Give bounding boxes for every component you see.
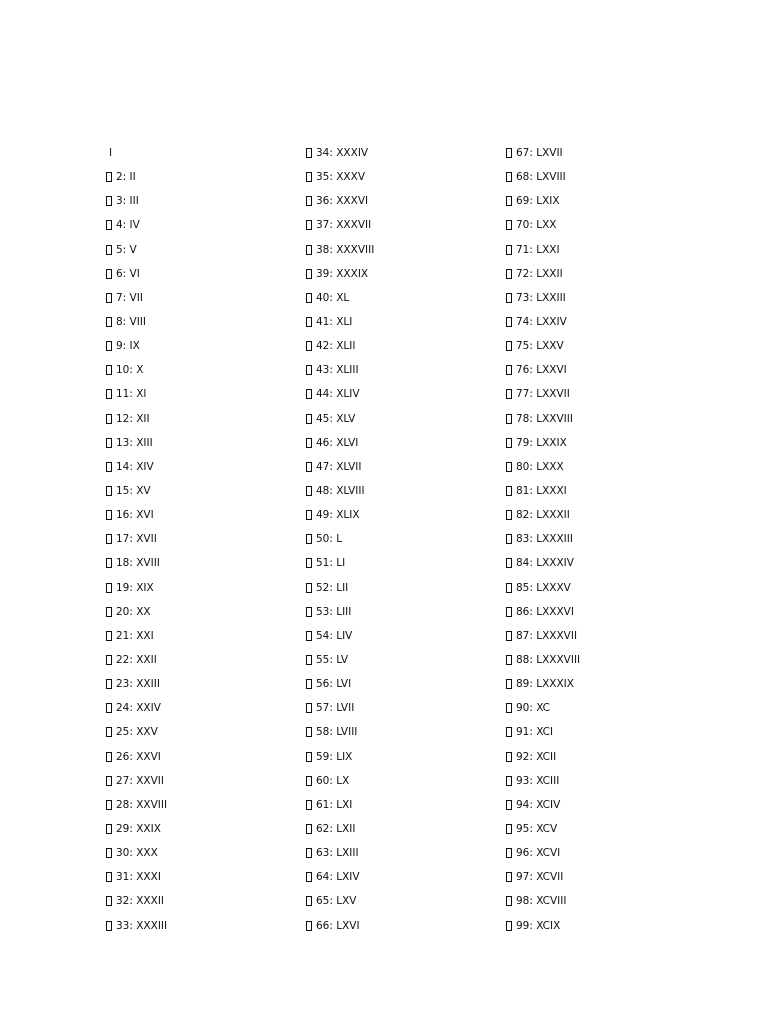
list-item xyxy=(506,503,696,527)
box-icon xyxy=(506,800,512,810)
list-item-text: 99: XCIX xyxy=(516,919,561,932)
box-icon xyxy=(306,534,312,544)
list-item-text: 57: LVII xyxy=(316,702,355,715)
box-icon xyxy=(106,679,112,689)
list-item-text: 17: XVII xyxy=(116,533,157,546)
list-item-text: 67: LXVII xyxy=(516,147,563,160)
box-icon xyxy=(506,245,512,255)
list-item-text: 91: XCI xyxy=(516,726,554,739)
list-item-text: 39: XXXIX xyxy=(316,267,369,280)
box-icon xyxy=(106,896,112,906)
box-icon xyxy=(106,365,112,375)
list-item-text: 43: XLIII xyxy=(316,364,359,377)
box-icon xyxy=(506,824,512,834)
list-item-text: 28: XXVIII xyxy=(116,798,168,811)
column-2 xyxy=(306,141,496,938)
list-item xyxy=(106,696,296,720)
box-icon xyxy=(306,269,312,279)
box-icon xyxy=(106,341,112,351)
list-item-text: 46: XLVI xyxy=(316,436,359,449)
list-item xyxy=(306,479,496,503)
box-icon xyxy=(306,824,312,834)
box-icon xyxy=(506,341,512,351)
list-item-text: 81: LXXXI xyxy=(516,485,567,498)
box-icon xyxy=(306,196,312,206)
list-item-text: 11: XI xyxy=(116,388,147,401)
list-item xyxy=(306,165,496,189)
box-icon xyxy=(106,438,112,448)
list-item xyxy=(506,745,696,769)
list-item-text: 26: XXVI xyxy=(116,750,161,763)
list-item xyxy=(506,576,696,600)
box-icon xyxy=(306,607,312,617)
list-item xyxy=(506,696,696,720)
box-icon xyxy=(506,679,512,689)
list-item xyxy=(106,262,296,286)
list-item xyxy=(506,769,696,793)
list-item-text: 69: LXIX xyxy=(516,195,560,208)
list-item xyxy=(106,914,296,938)
box-icon xyxy=(106,727,112,737)
list-item-text: 35: XXXV xyxy=(316,171,365,184)
box-icon xyxy=(306,679,312,689)
box-icon xyxy=(306,921,312,931)
list-item xyxy=(506,551,696,575)
list-item xyxy=(506,238,696,262)
list-item-text: 66: LXVI xyxy=(316,919,360,932)
list-item-text: 61: LXI xyxy=(316,798,353,811)
list-item xyxy=(506,189,696,213)
box-icon xyxy=(506,607,512,617)
list-item xyxy=(506,914,696,938)
list-item xyxy=(306,624,496,648)
box-icon xyxy=(106,824,112,834)
box-icon xyxy=(506,220,512,230)
list-item-text: 6: VI xyxy=(116,267,140,280)
list-item-text: 86: LXXXVI xyxy=(516,605,574,618)
box-icon xyxy=(306,848,312,858)
box-icon xyxy=(306,220,312,230)
box-icon xyxy=(506,776,512,786)
list-item xyxy=(106,817,296,841)
list-item xyxy=(306,141,496,165)
list-item xyxy=(106,165,296,189)
box-icon xyxy=(306,245,312,255)
list-item xyxy=(106,648,296,672)
box-icon xyxy=(106,631,112,641)
box-icon xyxy=(106,293,112,303)
box-icon xyxy=(306,631,312,641)
list-item xyxy=(306,914,496,938)
list-item xyxy=(506,720,696,744)
list-item xyxy=(506,479,696,503)
list-item-text: 78: LXXVIII xyxy=(516,412,573,425)
list-item xyxy=(106,358,296,382)
list-item-text: 49: XLIX xyxy=(316,509,360,522)
list-item xyxy=(106,745,296,769)
box-icon xyxy=(506,462,512,472)
list-item-text: 62: LXII xyxy=(316,823,356,835)
box-icon xyxy=(506,558,512,568)
list-item-text: 30: XXX xyxy=(116,847,158,860)
list-item xyxy=(306,769,496,793)
list-item-text: 12: XII xyxy=(116,412,150,425)
list-item xyxy=(106,382,296,406)
list-item-text: 31: XXXI xyxy=(116,871,161,884)
box-icon xyxy=(306,872,312,882)
list-item xyxy=(506,648,696,672)
list-item-text: 73: LXXIII xyxy=(516,291,566,304)
list-item-text: 52: LII xyxy=(316,581,349,594)
list-item-text: 96: XCVI xyxy=(516,847,561,860)
list-item-text: 24: XXIV xyxy=(116,702,161,715)
list-item-text: 14: XIV xyxy=(116,460,154,473)
list-item xyxy=(306,382,496,406)
box-icon xyxy=(106,196,112,206)
list-item xyxy=(106,455,296,479)
list-item xyxy=(506,865,696,889)
box-icon xyxy=(506,196,512,206)
list-item xyxy=(106,527,296,551)
list-item xyxy=(106,793,296,817)
list-item-text: I xyxy=(109,147,113,160)
list-item-text: 68: LXVIII xyxy=(516,171,566,184)
list-item-text: 48: XLVIII xyxy=(316,485,365,498)
list-item xyxy=(106,189,296,213)
list-item xyxy=(106,624,296,648)
box-icon xyxy=(506,848,512,858)
list-item xyxy=(306,720,496,744)
box-icon xyxy=(506,414,512,424)
list-item xyxy=(306,745,496,769)
list-item xyxy=(506,817,696,841)
list-item xyxy=(306,262,496,286)
box-icon xyxy=(306,438,312,448)
box-icon xyxy=(106,872,112,882)
box-icon xyxy=(506,293,512,303)
list-item-text: 42: XLII xyxy=(316,340,356,353)
list-item xyxy=(106,503,296,527)
list-item xyxy=(306,286,496,310)
list-item-text: 27: XXVII xyxy=(116,774,164,787)
list-item xyxy=(506,600,696,624)
list-item xyxy=(106,551,296,575)
list-item-text: 37: XXXVII xyxy=(316,219,372,232)
list-item-text: 25: XXV xyxy=(116,726,158,739)
box-icon xyxy=(506,510,512,520)
list-item xyxy=(306,600,496,624)
box-icon xyxy=(306,583,312,593)
box-icon xyxy=(306,389,312,399)
list-item-text: 29: XXIX xyxy=(116,823,161,835)
list-item-text: 58: LVIII xyxy=(316,726,358,739)
list-item xyxy=(306,527,496,551)
list-item xyxy=(306,672,496,696)
list-item-text: 41: XLI xyxy=(316,316,353,329)
list-item xyxy=(106,141,296,165)
box-icon xyxy=(106,220,112,230)
list-item xyxy=(106,769,296,793)
box-icon xyxy=(106,269,112,279)
list-item xyxy=(306,576,496,600)
list-item xyxy=(306,503,496,527)
box-icon xyxy=(106,848,112,858)
list-item xyxy=(506,431,696,455)
box-icon xyxy=(506,534,512,544)
list-item-text: 76: LXXVI xyxy=(516,364,567,377)
list-item-text: 80: LXXX xyxy=(516,460,564,473)
box-icon xyxy=(106,486,112,496)
list-item xyxy=(506,262,696,286)
list-item-text: 90: XC xyxy=(516,702,550,715)
box-icon xyxy=(306,510,312,520)
list-item-text: 10: X xyxy=(116,364,144,377)
box-icon xyxy=(506,921,512,931)
box-icon xyxy=(506,896,512,906)
list-item-text: 65: LXV xyxy=(316,895,357,908)
list-item-text: 71: LXXI xyxy=(516,243,560,256)
list-item xyxy=(506,213,696,237)
list-item xyxy=(506,672,696,696)
list-item-text: 34: XXXIV xyxy=(316,147,369,160)
box-icon xyxy=(306,414,312,424)
list-item xyxy=(106,407,296,431)
list-item-text: 88: LXXXVIII xyxy=(516,654,581,667)
box-icon xyxy=(106,558,112,568)
box-icon xyxy=(106,317,112,327)
box-icon xyxy=(306,655,312,665)
box-icon xyxy=(106,172,112,182)
list-item-text: 44: XLIV xyxy=(316,388,360,401)
box-icon xyxy=(506,703,512,713)
box-icon xyxy=(106,921,112,931)
box-icon xyxy=(306,486,312,496)
box-icon xyxy=(506,752,512,762)
list-item-text: 82: LXXXII xyxy=(516,509,570,522)
list-item xyxy=(506,310,696,334)
list-item-text: 92: XCII xyxy=(516,750,557,763)
list-item xyxy=(506,889,696,913)
box-icon xyxy=(506,317,512,327)
list-item xyxy=(506,624,696,648)
list-item-text: 77: LXXVII xyxy=(516,388,570,401)
list-item-text: 33: XXXIII xyxy=(116,919,168,932)
list-item-text: 53: LIII xyxy=(316,605,352,618)
box-icon xyxy=(306,558,312,568)
list-item-text: 19: XIX xyxy=(116,581,154,594)
list-item-text: 5: V xyxy=(116,243,137,256)
list-item-text: 98: XCVIII xyxy=(516,895,567,908)
list-item xyxy=(506,334,696,358)
list-item-text: 50: L xyxy=(316,533,343,546)
list-item-text: 16: XVI xyxy=(116,509,154,522)
box-icon xyxy=(306,752,312,762)
list-item-text: 63: LXIII xyxy=(316,847,359,860)
list-item xyxy=(306,841,496,865)
list-item-text: 47: XLVII xyxy=(316,460,362,473)
list-item-text: 84: LXXXIV xyxy=(516,557,574,570)
list-item-text: 2: II xyxy=(116,171,136,184)
list-item-text: 38: XXXVIII xyxy=(316,243,375,256)
box-icon xyxy=(306,341,312,351)
box-icon xyxy=(306,148,312,158)
list-item-text: 75: LXXV xyxy=(516,340,564,353)
list-item-text: 15: XV xyxy=(116,485,151,498)
list-item-text: 97: XCVII xyxy=(516,871,564,884)
list-item xyxy=(506,407,696,431)
list-item xyxy=(306,310,496,334)
list-item xyxy=(106,479,296,503)
list-item xyxy=(306,334,496,358)
list-item-text: 36: XXXVI xyxy=(316,195,369,208)
box-icon xyxy=(306,703,312,713)
box-icon xyxy=(506,655,512,665)
list-item xyxy=(506,286,696,310)
box-icon xyxy=(506,486,512,496)
list-item xyxy=(106,213,296,237)
list-item-text: 40: XL xyxy=(316,291,350,304)
list-item-text: 45: XLV xyxy=(316,412,356,425)
list-item-text: 70: LXX xyxy=(516,219,557,232)
box-icon xyxy=(106,607,112,617)
list-item xyxy=(306,889,496,913)
list-item xyxy=(106,310,296,334)
list-item-text: 60: LX xyxy=(316,774,350,787)
list-item xyxy=(106,334,296,358)
list-item xyxy=(306,238,496,262)
box-icon xyxy=(306,293,312,303)
column-1 xyxy=(106,141,296,938)
list-item-text: 8: VIII xyxy=(116,316,147,329)
box-icon xyxy=(506,872,512,882)
box-icon xyxy=(106,245,112,255)
box-icon xyxy=(506,269,512,279)
list-item-text: 4: IV xyxy=(116,219,140,232)
list-item-text: 21: XXI xyxy=(116,629,154,642)
box-icon xyxy=(106,510,112,520)
box-icon xyxy=(306,776,312,786)
box-icon xyxy=(306,462,312,472)
box-icon xyxy=(506,172,512,182)
box-icon xyxy=(106,752,112,762)
box-icon xyxy=(506,365,512,375)
box-icon xyxy=(506,389,512,399)
list-item xyxy=(106,286,296,310)
list-item xyxy=(306,189,496,213)
box-icon xyxy=(306,896,312,906)
list-item xyxy=(506,382,696,406)
list-item xyxy=(106,865,296,889)
list-item xyxy=(106,889,296,913)
list-item xyxy=(306,213,496,237)
list-item-text: 23: XXIII xyxy=(116,678,160,691)
box-icon xyxy=(106,462,112,472)
list-item xyxy=(106,720,296,744)
list-item-text: 93: XCIII xyxy=(516,774,560,787)
list-item xyxy=(306,696,496,720)
box-icon xyxy=(506,631,512,641)
list-item xyxy=(106,672,296,696)
box-icon xyxy=(106,389,112,399)
list-item-text: 95: XCV xyxy=(516,823,558,835)
box-icon xyxy=(106,655,112,665)
box-icon xyxy=(106,583,112,593)
list-item xyxy=(506,141,696,165)
list-item-text: 74: LXXIV xyxy=(516,316,567,329)
list-item-text: 79: LXXIX xyxy=(516,436,567,449)
box-icon xyxy=(506,727,512,737)
list-item-text: 64: LXIV xyxy=(316,871,360,884)
list-item-text: 3: III xyxy=(116,195,139,208)
column-3 xyxy=(506,141,696,938)
list-item xyxy=(306,431,496,455)
box-icon xyxy=(506,148,512,158)
list-item xyxy=(506,841,696,865)
list-item xyxy=(106,576,296,600)
list-item-text: 83: LXXXIII xyxy=(516,533,573,546)
box-icon xyxy=(506,583,512,593)
list-item xyxy=(306,793,496,817)
box-icon xyxy=(106,800,112,810)
box-icon xyxy=(306,800,312,810)
list-item-text: 85: LXXXV xyxy=(516,581,571,594)
list-item xyxy=(306,817,496,841)
box-icon xyxy=(506,438,512,448)
list-item xyxy=(506,165,696,189)
list-item xyxy=(106,841,296,865)
box-icon xyxy=(306,727,312,737)
box-icon xyxy=(306,365,312,375)
box-icon xyxy=(106,776,112,786)
list-item-text: 18: XVIII xyxy=(116,557,160,570)
list-item xyxy=(106,431,296,455)
list-item-text: 72: LXXII xyxy=(516,267,563,280)
list-item-text: 32: XXXII xyxy=(116,895,165,908)
box-icon xyxy=(106,414,112,424)
list-item-text: 55: LV xyxy=(316,654,349,667)
list-item xyxy=(306,358,496,382)
box-icon xyxy=(306,172,312,182)
list-item xyxy=(306,551,496,575)
list-item-text: 56: LVI xyxy=(316,678,352,691)
list-item-text: 59: LIX xyxy=(316,750,353,763)
list-item-text: 89: LXXXIX xyxy=(516,678,574,691)
list-item-text: 7: VII xyxy=(116,291,143,304)
box-icon xyxy=(106,703,112,713)
list-item xyxy=(306,648,496,672)
list-item-text: 9: IX xyxy=(116,340,140,353)
list-item xyxy=(506,455,696,479)
list-item xyxy=(106,238,296,262)
list-item xyxy=(506,358,696,382)
list-item xyxy=(306,407,496,431)
list-item-text: 54: LIV xyxy=(316,629,353,642)
list-item xyxy=(306,865,496,889)
list-item xyxy=(106,600,296,624)
list-item xyxy=(306,455,496,479)
list-item xyxy=(506,527,696,551)
list-item-text: 22: XXII xyxy=(116,654,157,667)
list-item-text: 94: XCIV xyxy=(516,798,561,811)
list-item-text: 51: LI xyxy=(316,557,346,570)
box-icon xyxy=(106,534,112,544)
list-item-text: 13: XIII xyxy=(116,436,153,449)
box-icon xyxy=(306,317,312,327)
list-item-text: 87: LXXXVII xyxy=(516,629,578,642)
list-item xyxy=(506,793,696,817)
list-item-text: 20: XX xyxy=(116,605,151,618)
